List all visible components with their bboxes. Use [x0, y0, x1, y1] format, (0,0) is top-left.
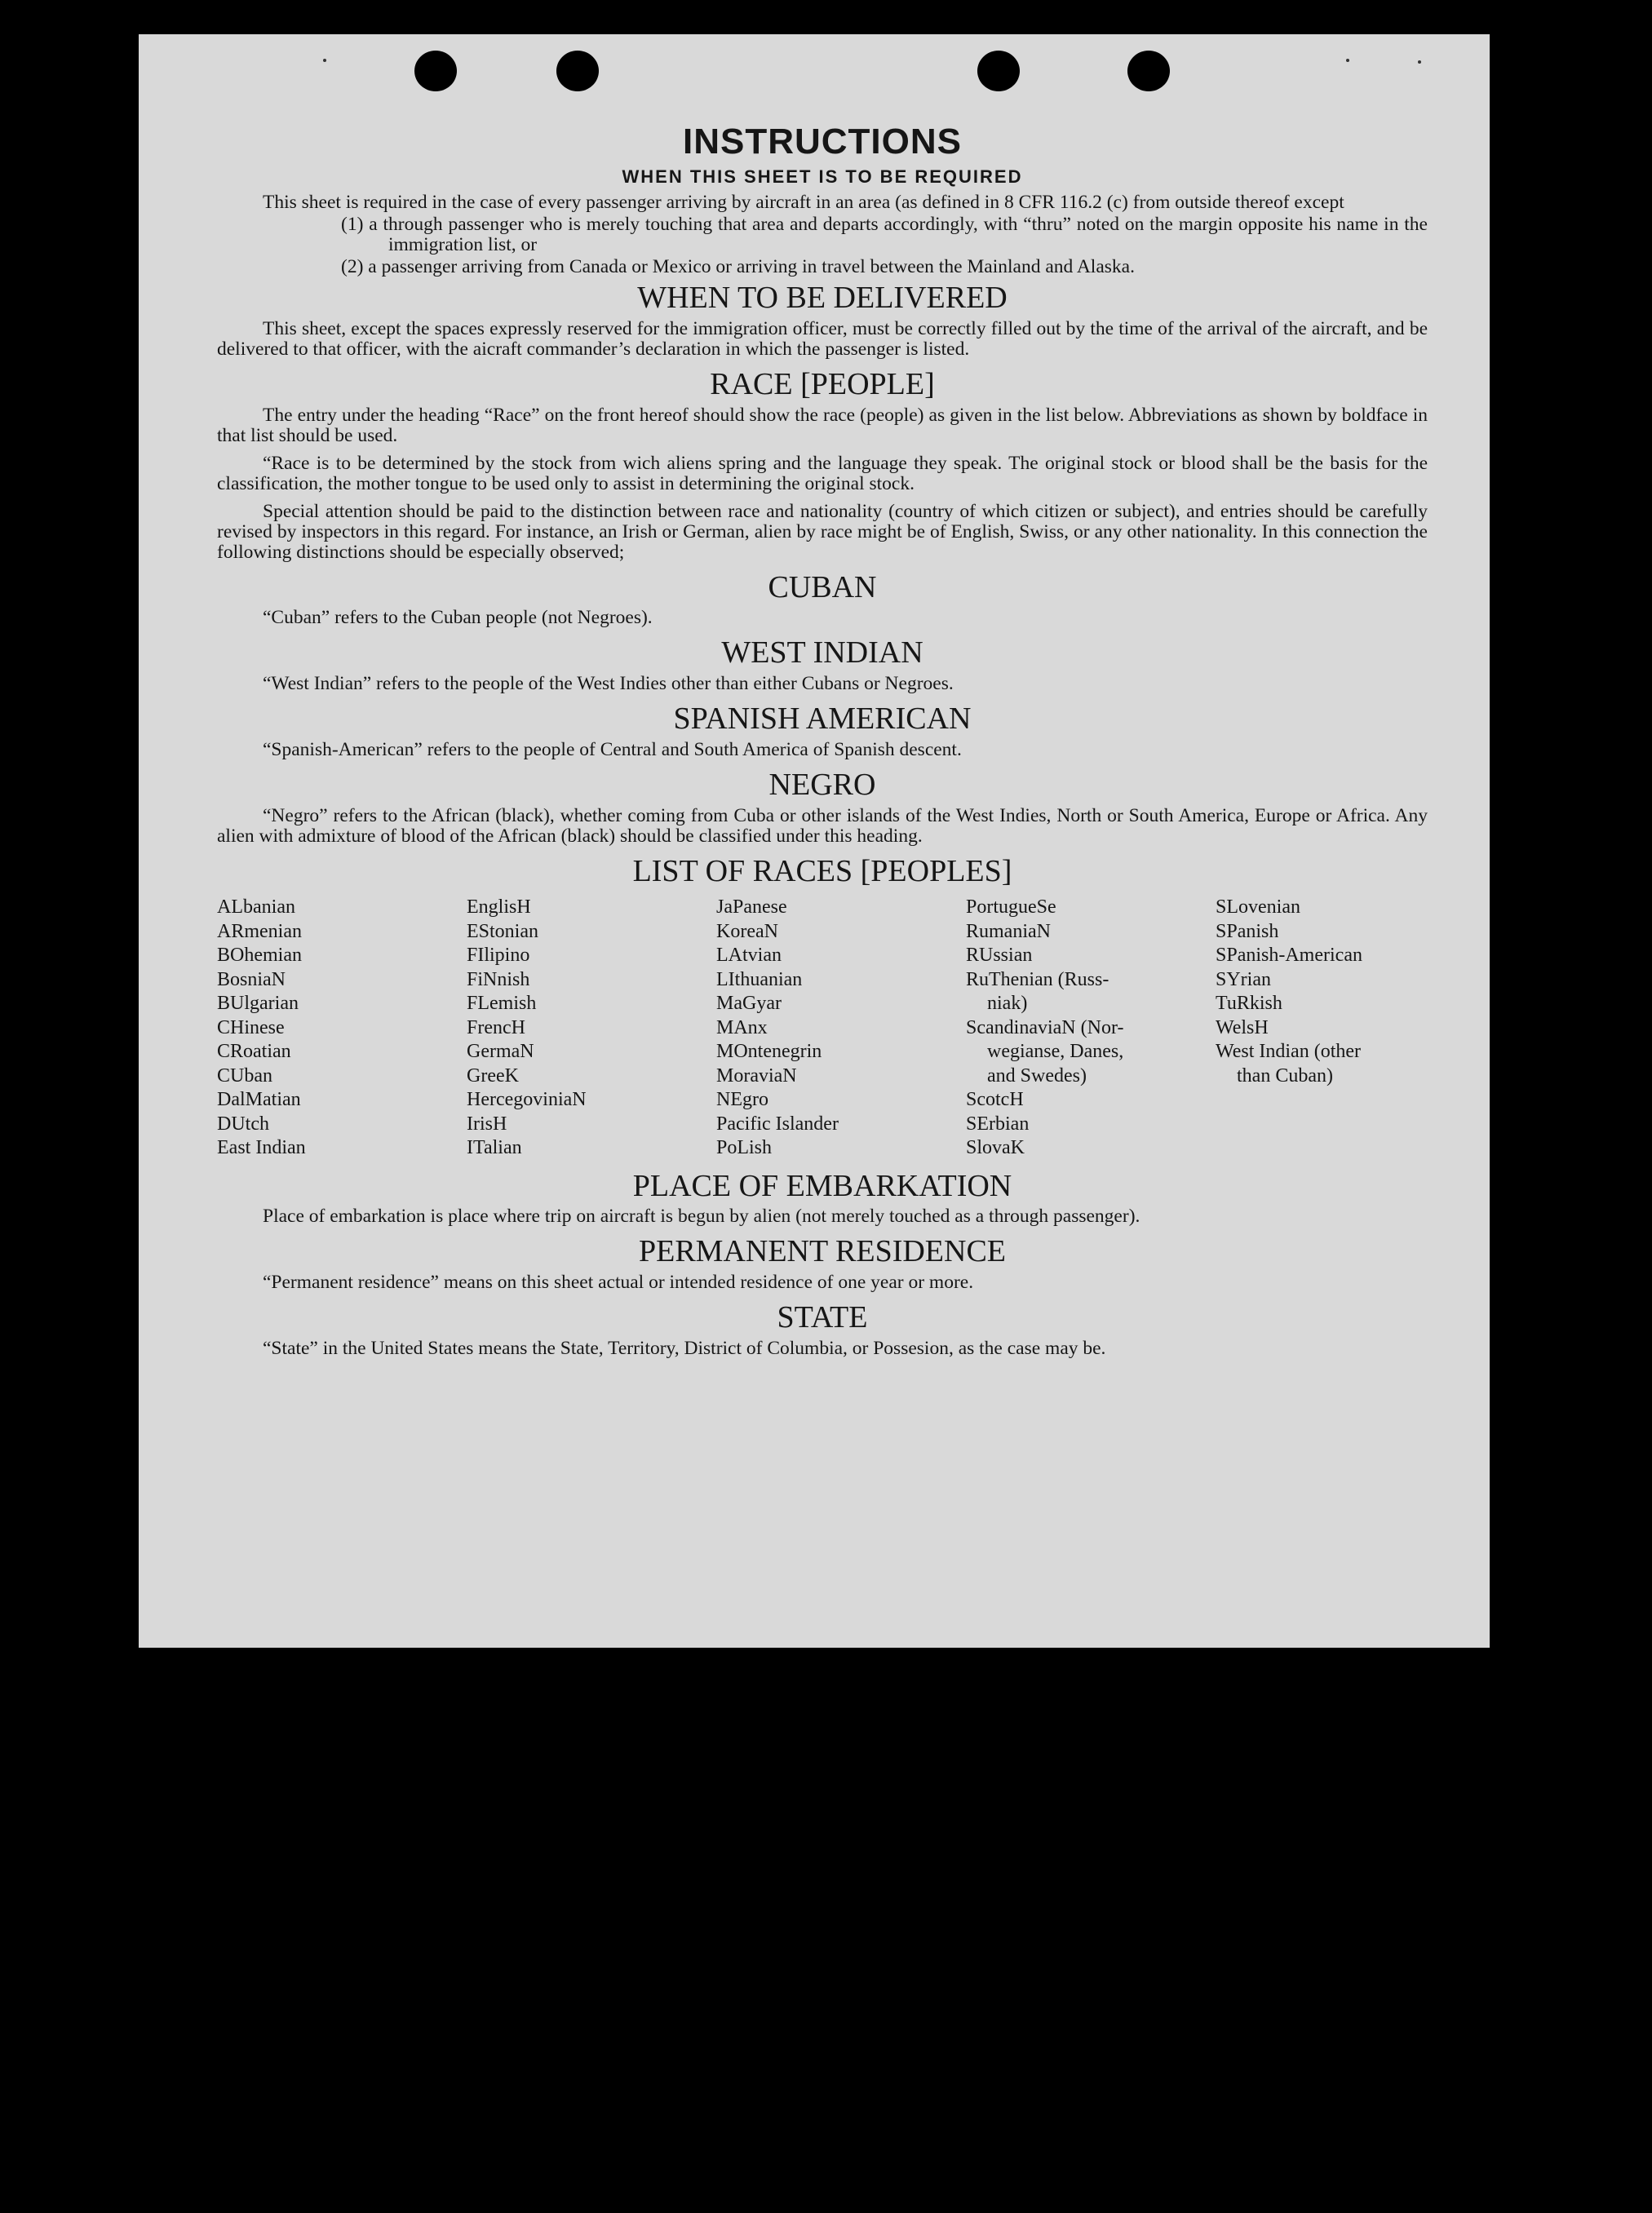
race-item: NEgro	[716, 1089, 768, 1111]
race-item: RUssian	[966, 945, 1033, 967]
race-item: RuThenian (Russ-	[966, 968, 1109, 990]
race-item: West Indian (other	[1216, 1041, 1362, 1063]
race-paragraph-1: The entry under the heading “Race” on the front hereof should show the race (people) as given in the list below. Abbreviations as shown by boldface in that list should be used.	[217, 404, 1428, 446]
punch-hole	[1127, 51, 1170, 91]
race-item: ITalian	[467, 1137, 522, 1159]
race-item: ScandinaviaN (Nor-	[966, 1016, 1124, 1038]
race-item: TuRkish	[1216, 993, 1282, 1015]
residence-text: “Permanent residence” means on this sheet actual or intended residence of one year or more.	[263, 1272, 974, 1294]
section-heading-race: RACE [PEOPLE]	[710, 367, 935, 402]
race-item: MaGyar	[716, 993, 782, 1015]
punch-hole	[977, 51, 1020, 91]
race-paragraph-3: Special attention should be paid to the distinction between race and nationality (country of which citizen or subject), and entries should be carefully revised by inspectors in this regard. For instance, an Irish or German, alien by race might be of English, Swiss, or any other nationality. In this connection the following distinctions should be especially observed;	[217, 500, 1428, 563]
race-item: Pacific Islander	[716, 1113, 839, 1135]
race-item: CUban	[217, 1064, 272, 1087]
race-item: HercegoviniaN	[467, 1089, 587, 1111]
race-item: DalMatian	[217, 1089, 301, 1111]
race-item: FLemish	[467, 993, 537, 1015]
race-item: MoraviaN	[716, 1064, 797, 1087]
race-item: MAnx	[716, 1016, 768, 1038]
section-heading-west-indian: WEST INDIAN	[721, 635, 923, 671]
race-item: FiNnish	[467, 968, 530, 990]
race-item: KoreaN	[716, 920, 778, 942]
race-item: EnglisH	[467, 896, 531, 918]
races-list	[217, 896, 1428, 1161]
race-item: EStonian	[467, 920, 538, 942]
races-column	[467, 896, 716, 1161]
race-item: CHinese	[217, 1016, 285, 1038]
race-item: and Swedes)	[987, 1064, 1087, 1087]
race-item: SErbian	[966, 1113, 1030, 1135]
punch-hole	[556, 51, 599, 91]
scan-speck	[1346, 59, 1349, 62]
race-item: PoLish	[716, 1137, 773, 1159]
race-item: FIlipino	[467, 945, 530, 967]
race-item: than Cuban)	[1237, 1064, 1333, 1087]
race-item: FrencH	[467, 1016, 525, 1038]
section-heading-races: LIST OF RACES [PEOPLES]	[632, 853, 1012, 888]
race-item: ALbanian	[217, 896, 295, 918]
scan-speck	[323, 59, 326, 62]
page-title: INSTRUCTIONS	[683, 122, 962, 162]
section-heading-delivered: WHEN TO BE DELIVERED	[637, 281, 1008, 316]
required-item-1: (1) a through passenger who is merely touching that area and departs accordingly, with “thru” noted on the margin opposite his name in the immigration list, or	[341, 214, 1428, 256]
section-heading-cuban: CUBAN	[768, 569, 877, 604]
race-item: BUlgarian	[217, 993, 299, 1015]
page-subtitle: WHEN THIS SHEET IS TO BE REQUIRED	[622, 166, 1023, 188]
negro-text: “Negro” refers to the African (black), whether coming from Cuba or other islands of the West Indies, North or South America, Europe or Africa. Any alien with admixture of blood of the African (black) should be classified under this heading.	[217, 804, 1428, 847]
race-item: JaPanese	[716, 896, 787, 918]
races-column	[1216, 896, 1419, 1161]
section-heading-state: STATE	[777, 1300, 868, 1335]
section-heading-embarkation: PLACE OF EMBARKATION	[632, 1168, 1012, 1203]
race-item: LIthuanian	[716, 968, 803, 990]
required-intro: This sheet is required in the case of every passenger arriving by aircraft in an area (as defined in 8 CFR 116.2 (c) from outside thereof except	[263, 192, 1344, 214]
race-item: SlovaK	[966, 1137, 1025, 1159]
state-text: “State” in the United States means the State, Territory, District of Columbia, or Possesion, as the case may be.	[263, 1337, 1106, 1359]
section-heading-spanish-american: SPANISH AMERICAN	[673, 702, 972, 737]
race-item: CRoatian	[217, 1041, 291, 1063]
race-item: PortugueSe	[966, 896, 1056, 918]
race-item: GreeK	[467, 1064, 519, 1087]
section-heading-negro: NEGRO	[768, 767, 876, 802]
spanish-american-text: “Spanish-American” refers to the people of Central and South America of Spanish descent.	[263, 738, 962, 760]
race-item: IrisH	[467, 1113, 507, 1135]
race-item: SYrian	[1216, 968, 1271, 990]
race-item: SPanish	[1216, 920, 1279, 942]
race-item: WelsH	[1216, 1016, 1269, 1038]
race-paragraph-2: “Race is to be determined by the stock from wich aliens spring and the language they speak. The original stock or blood shall be the basis for the classification, the mother tongue to be used only to assist in determining the original stock.	[217, 452, 1428, 494]
races-column	[716, 896, 966, 1161]
race-item: wegianse, Danes,	[987, 1041, 1124, 1063]
race-item: DUtch	[217, 1113, 269, 1135]
races-column	[966, 896, 1216, 1161]
races-column	[217, 896, 467, 1161]
required-item-2: (2) a passenger arriving from Canada or Mexico or arriving in travel between the Mainland and Alaska.	[341, 256, 1135, 278]
race-item: ARmenian	[217, 920, 302, 942]
west-indian-text: “West Indian” refers to the people of the West Indies other than either Cubans or Negroes.	[263, 673, 954, 695]
section-heading-residence: PERMANENT RESIDENCE	[638, 1234, 1007, 1269]
race-item: MOntenegrin	[716, 1041, 822, 1063]
cuban-text: “Cuban” refers to the Cuban people (not Negroes).	[263, 607, 653, 629]
race-item: RumaniaN	[966, 920, 1051, 942]
race-item: niak)	[987, 993, 1028, 1015]
race-item: BosniaN	[217, 968, 286, 990]
scan-speck	[1418, 60, 1421, 64]
race-item: SLovenian	[1216, 896, 1300, 918]
race-item: SPanish-American	[1216, 945, 1362, 967]
race-item: BOhemian	[217, 945, 302, 967]
race-item: ScotcH	[966, 1089, 1024, 1111]
delivered-text: This sheet, except the spaces expressly reserved for the immigration officer, must be correctly filled out by the time of the arrival of the aircraft, and be delivered to that officer, with the aicraft commander’s declaration in which the passenger is listed.	[217, 318, 1428, 361]
race-item: East Indian	[217, 1137, 306, 1159]
punch-hole	[414, 51, 457, 91]
race-item: LAtvian	[716, 945, 782, 967]
embarkation-text: Place of embarkation is place where trip on aircraft is begun by alien (not merely touched as a through passenger).	[263, 1206, 1140, 1228]
race-item: GermaN	[467, 1041, 534, 1063]
instruction-sheet	[139, 34, 1490, 1648]
